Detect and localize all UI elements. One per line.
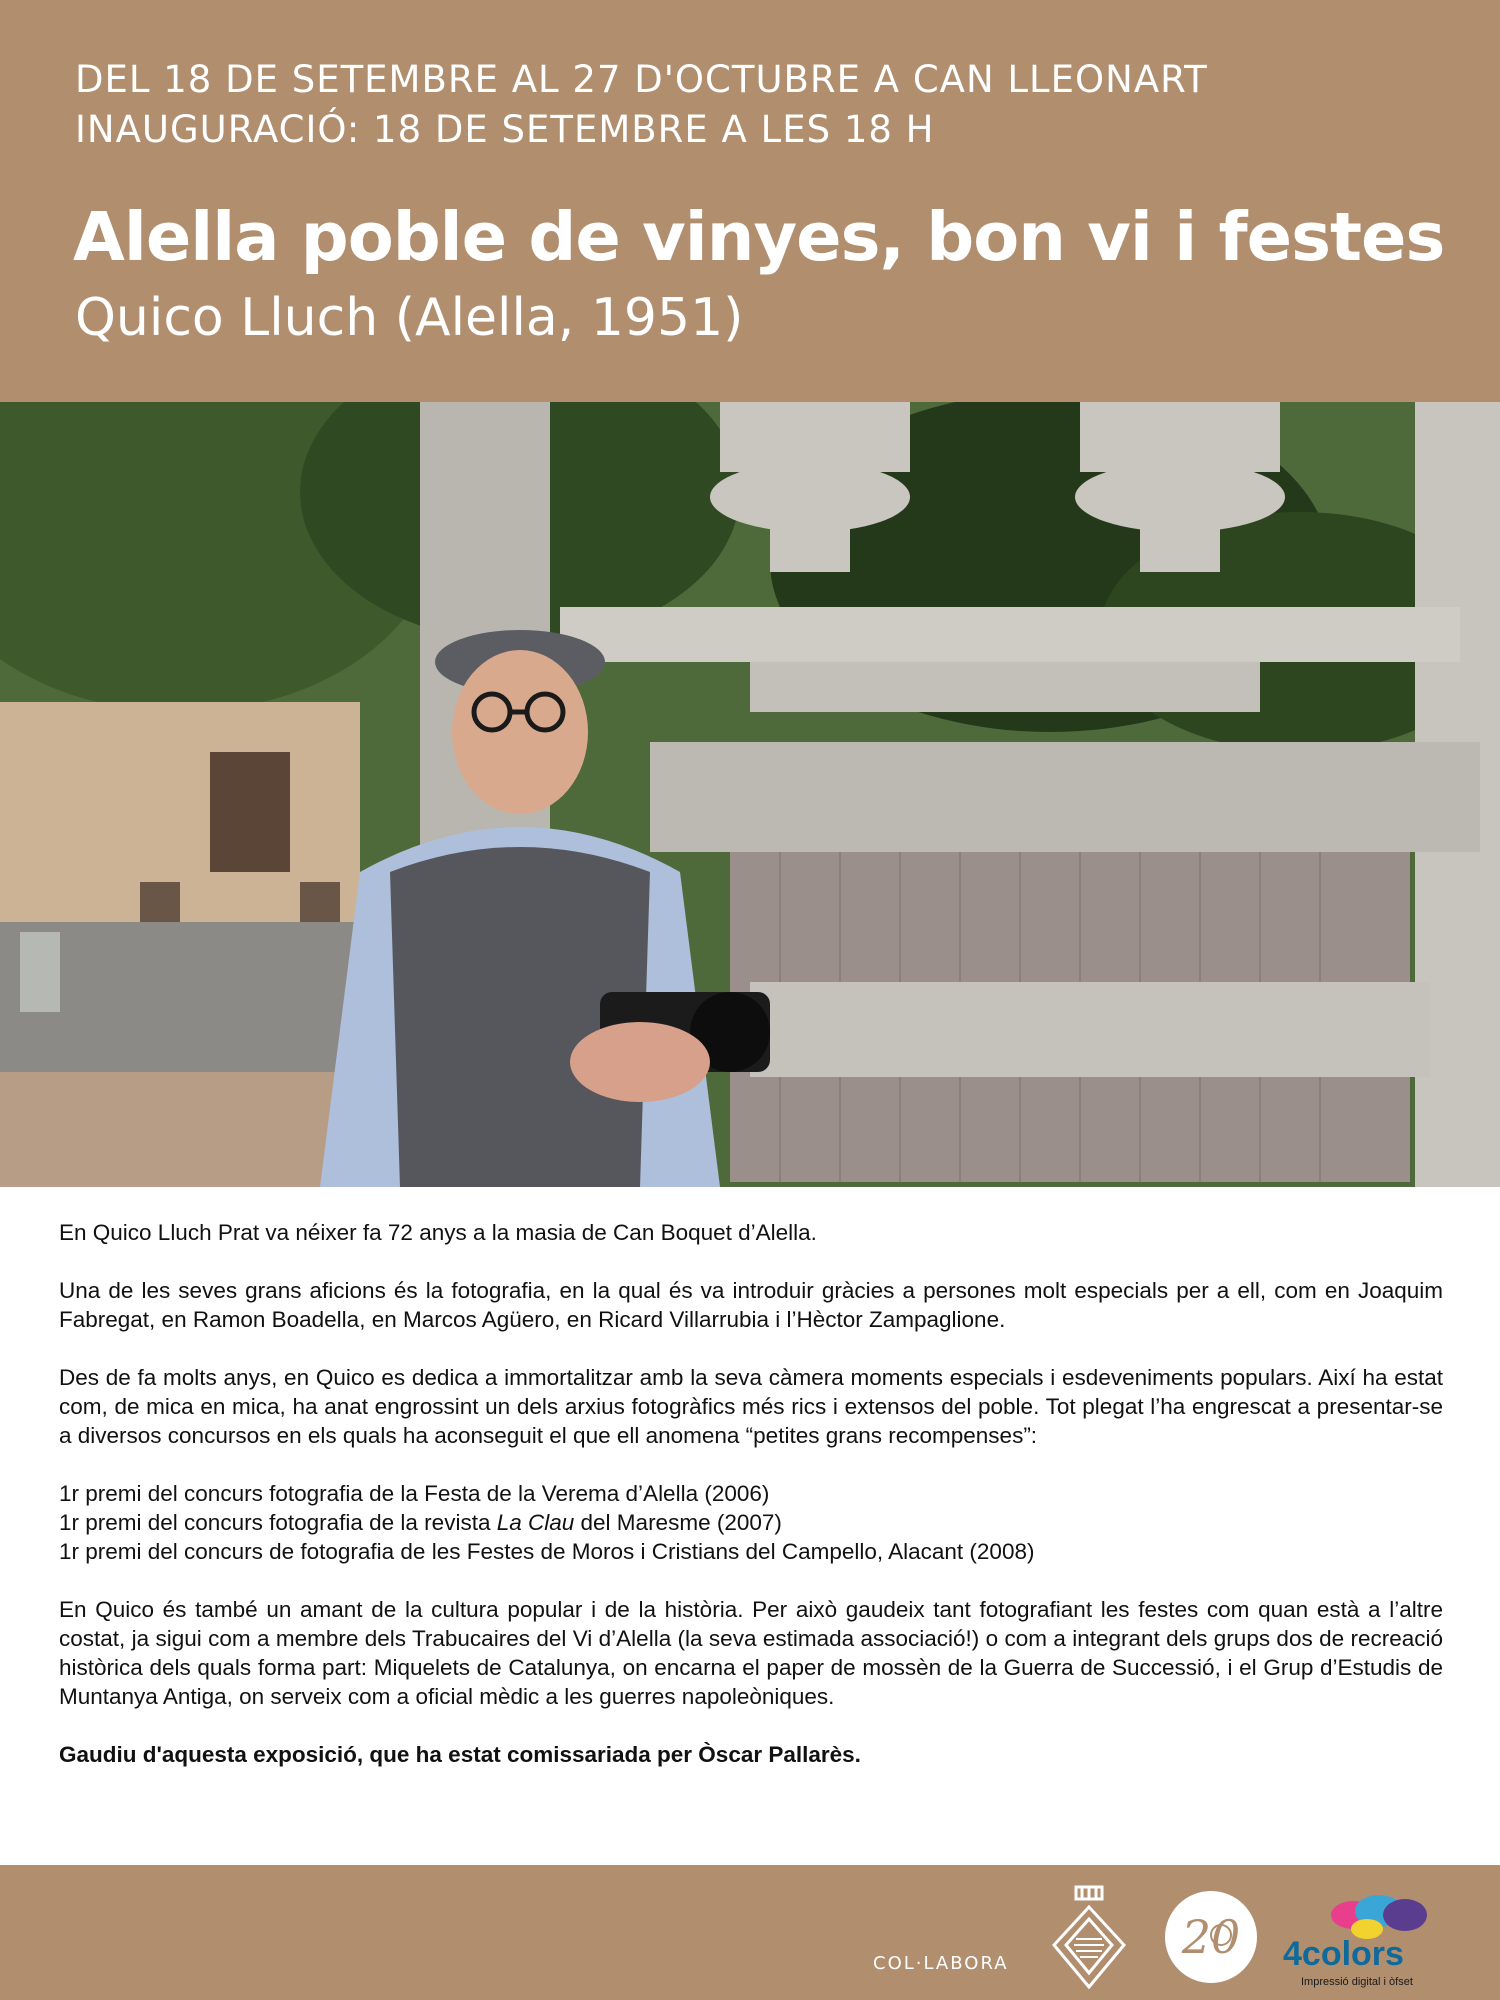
photographer-subtitle: Quico Lluch (Alella, 1951) [75,288,744,348]
exhibition-title: Alella poble de vinyes, bon vi i festes [73,198,1445,276]
header-band [0,0,1500,402]
award-text: 1r premi del concurs fotografia de la revista [59,1510,497,1535]
closing-statement: Gaudiu d'aquesta exposició, que ha estat comissariada per Òscar Pallarès. [59,1742,861,1767]
award-item: 1r premi del concurs fotografia de la Festa de la Verema d’Alella (2006) [59,1481,770,1506]
opening-info: INAUGURACIÓ: 18 DE SETEMBRE A LES 18 H [75,108,935,151]
award-item: 1r premi del concurs de fotografia de les Festes de Moros i Cristians del Campello, Alacant (2008) [59,1539,1035,1564]
bio-paragraph-birth: En Quico Lluch Prat va néixer fa 72 anys a la masia de Can Boquet d’Alella. [59,1220,817,1245]
exhibition-description [59,1218,1443,1798]
collabora-label: COL·LABORA [873,1953,1009,1974]
awards-list [59,1479,1443,1566]
twentieth-anniversary-logo [1163,1889,1259,1985]
portrait-photo-illustration [0,402,1500,1187]
portrait-photo [0,402,1500,1187]
award-text: del Maresme (2007) [574,1510,782,1535]
brand-tagline: Impressió digital i òfset [1301,1976,1413,1988]
town-council-shield-icon [1048,1883,1130,1993]
magazine-name: La Clau [496,1510,575,1535]
footer-band [0,1865,1500,2000]
bio-paragraph-archive: Des de fa molts anys, en Quico es dedica a immortalitzar amb la seva càmera moments especials i esdeveniments populars. Així ha estat com, de mica en mica, ha anat engrossint un dels arxius fotogràfics més rics i extensos del poble. Tot plegat l’ha engrescat a presentar-se a diversos concursos en els quals ha aconseguit el que ell anomena “petites grans recompenses”: [59,1365,1443,1448]
brand-name: 4colors [1283,1935,1404,1973]
bio-paragraph-hobby: Una de les seves grans aficions és la fotografia, en la qual és va introduir gràcies a persones molt especials per a ell, com en Joaquim Fabregat, en Ramon Boadella, en Marcos Agüero, en Ricard Villarrubia i l’Hèctor Zampaglione. [59,1278,1443,1332]
bio-paragraph-culture: En Quico és també un amant de la cultura popular i de la història. Per això gaudeix tant fotografiant les festes com quan està a l’altre costat, ja sigui com a membre dels Trabucaires del Vi d’Alella (la seva estimada associació!) o com a integrant dels grups dos de recreació històrica dels quals forma part: Miquelets de Catalunya, on encarna el paper de mossèn de la Guerra de Successió, i el Grup d’Estudis de Muntanya Antiga, on serveix com a oficial mèdic a les guerres napoleòniques. [59,1597,1443,1709]
anniversary-number: 20 [1181,1910,1241,1964]
4colors-printing-logo [1283,1885,1443,1995]
award-item [59,1508,1443,1537]
exhibition-dates: DEL 18 DE SETEMBRE AL 27 D'OCTUBRE A CAN LLEONART [75,58,1208,101]
